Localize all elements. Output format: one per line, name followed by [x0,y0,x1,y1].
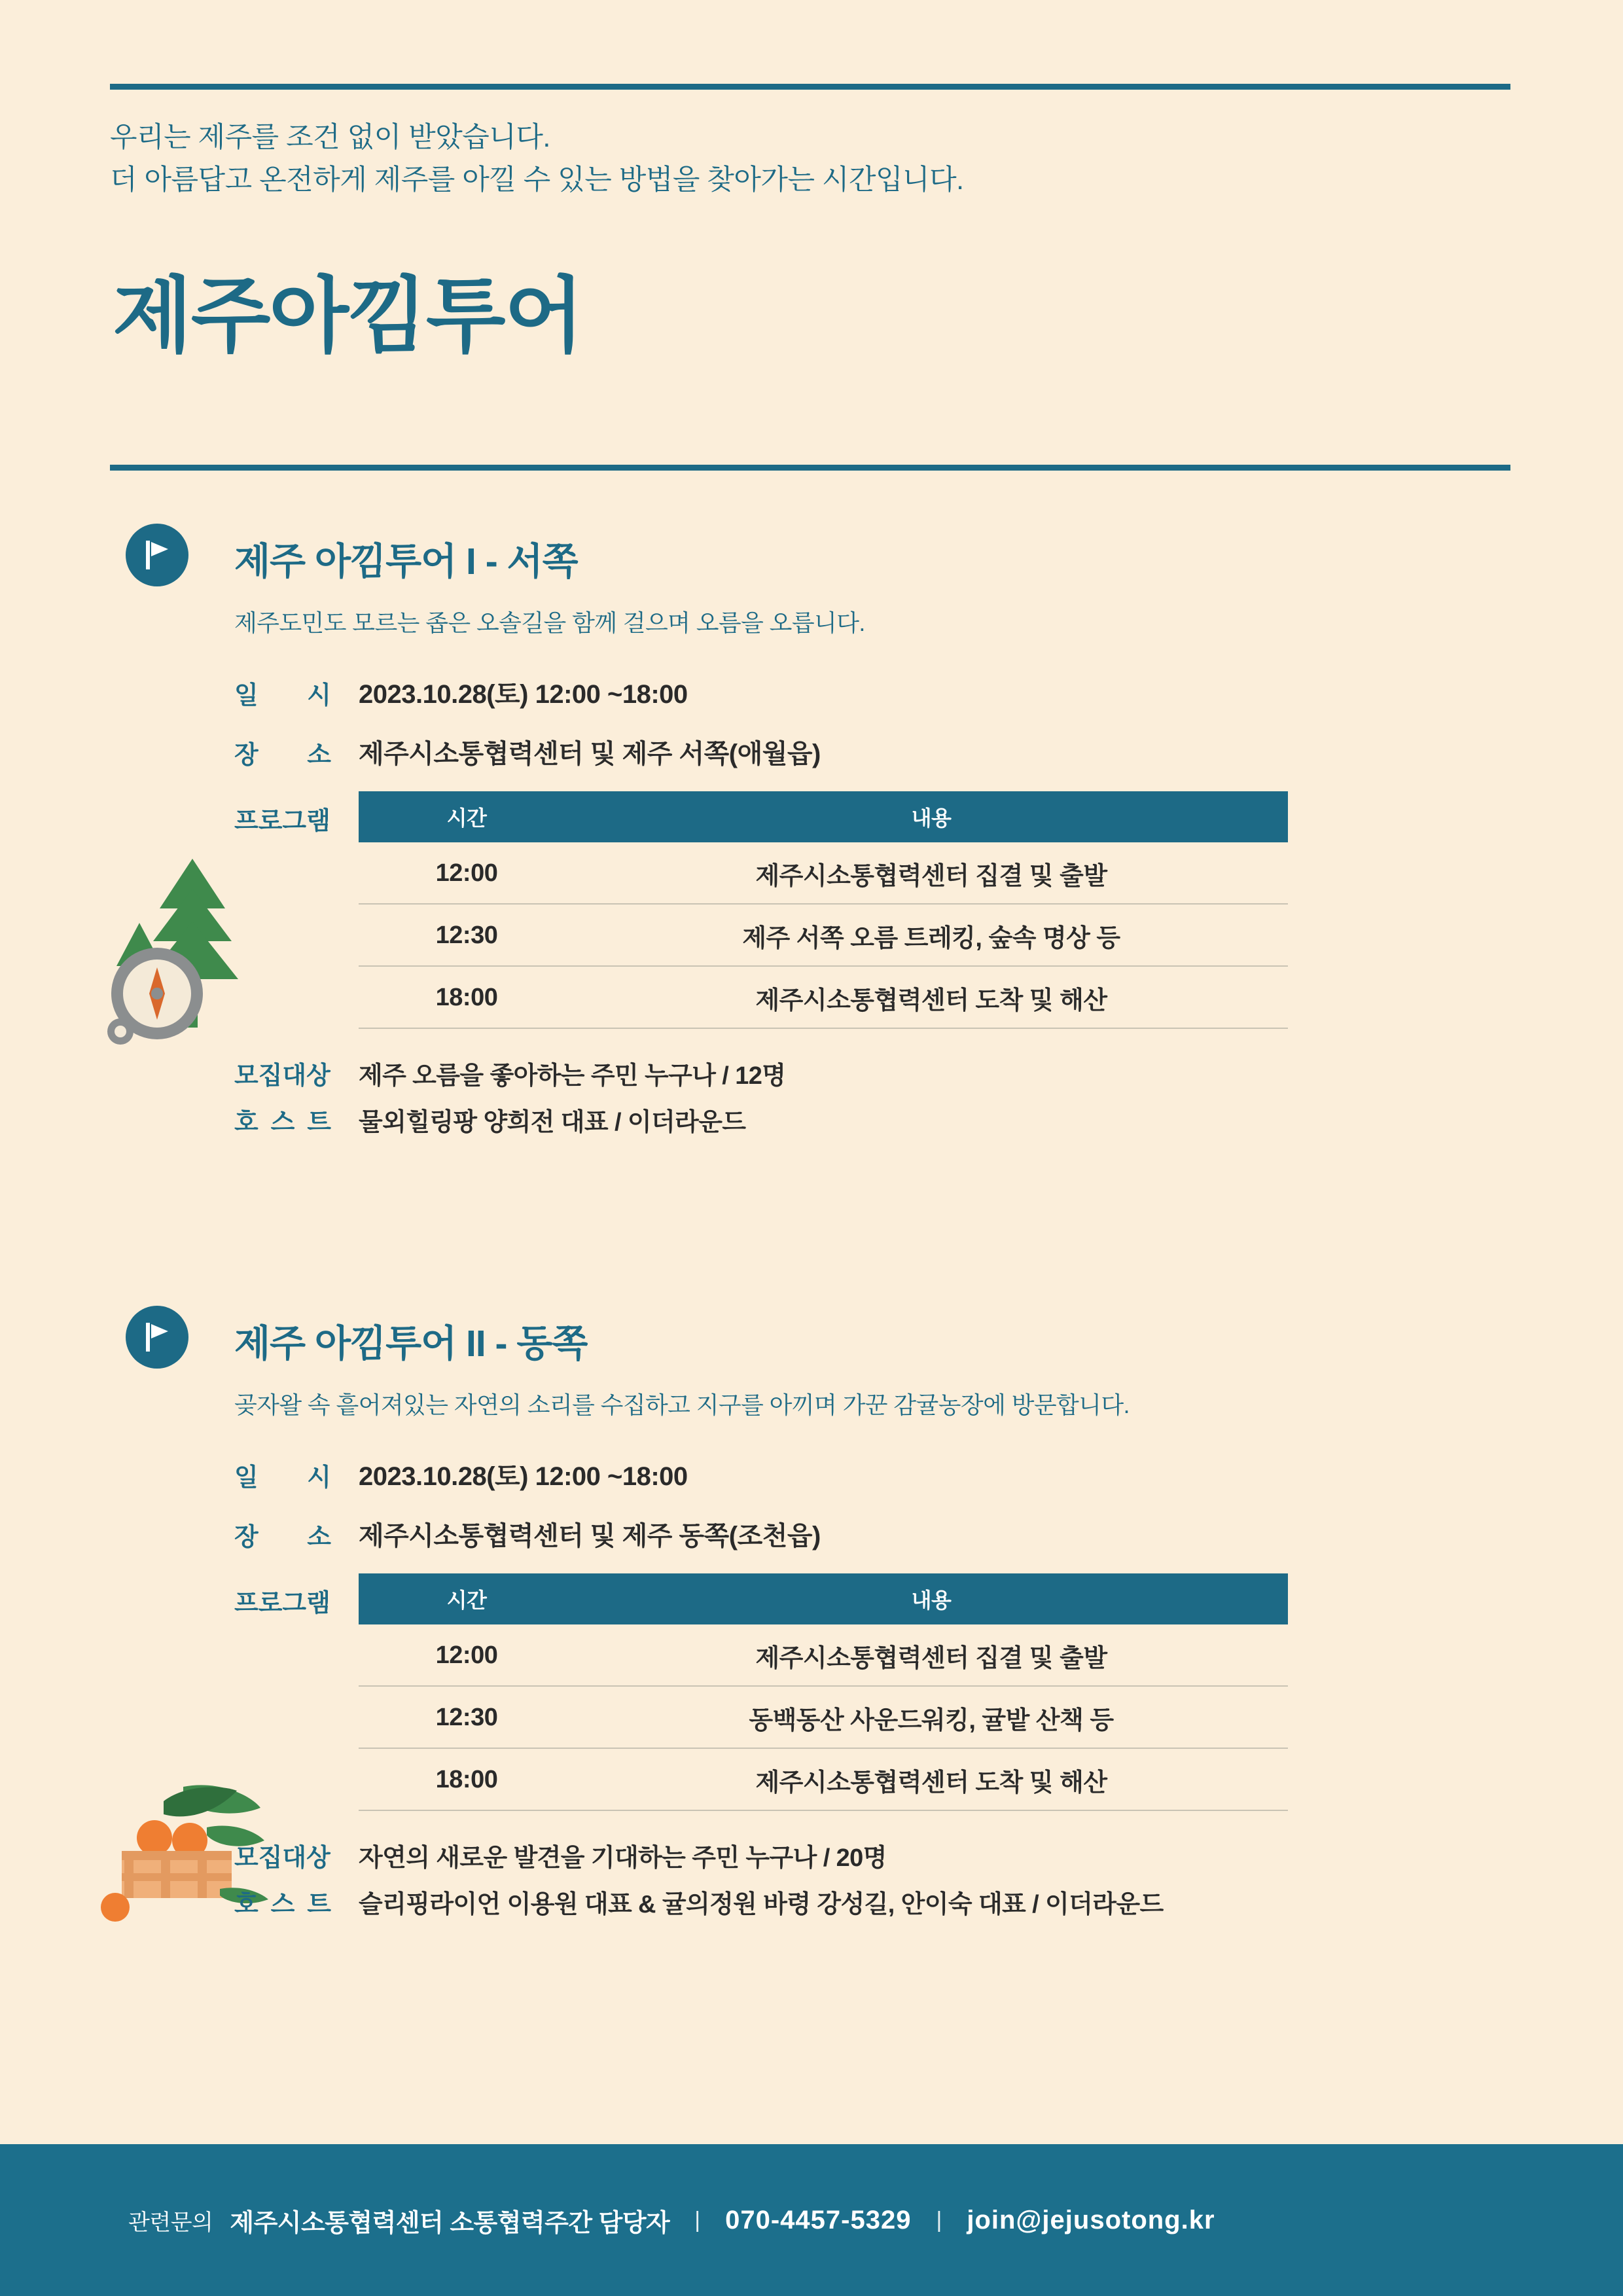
section-header [110,1306,1510,1369]
host-row [234,1884,1510,1920]
target-label: 모집대상 [234,1062,330,1090]
table-row [359,842,1288,904]
target-row [234,1055,1510,1091]
host-label-3: 트 [307,1109,331,1136]
info-label-date-b: 시 [307,1464,331,1492]
cell-time: 18:00 [359,1748,575,1810]
intro-text [110,117,1484,202]
cell-content: 동백동산 사운드워킹, 귤밭 산책 등 [575,1686,1288,1748]
footer-label: 관련문의 [128,2210,213,2235]
host-label-2: 스 [270,1891,295,1918]
info-label-date [234,1454,359,1493]
info-label-place-a: 장 [234,742,259,769]
section-title: 제주 아낌투어 II - 동쪽 [234,1323,588,1365]
host-label-1: 호 [234,1891,259,1918]
section-target [234,1055,1510,1138]
info-label-place [234,1514,359,1552]
info-label-program: 프로그램 [234,808,330,835]
footer-inner [128,2202,1215,2238]
host-row [234,1102,1510,1138]
table-row [359,1624,1288,1686]
section-info [234,1454,1510,1811]
host-label-3: 트 [307,1891,331,1918]
footer-phone[interactable]: 070-4457-5329 [725,2205,912,2234]
program-table [359,791,1288,1029]
tour-section-east [110,1306,1510,1930]
info-label-date-a: 일 [234,682,259,709]
table-header-time: 시간 [359,791,575,842]
cell-content: 제주시소통협력센터 집결 및 출발 [575,842,1288,904]
info-label-place-b: 소 [307,1524,331,1551]
footer-separator-2: | [936,2207,942,2233]
cell-time: 18:00 [359,966,575,1028]
table-header-content: 내용 [575,791,1288,842]
info-value-place: 제주시소통협력센터 및 제주 서쪽(애월읍) [359,740,821,768]
info-label-date-a: 일 [234,1464,259,1492]
footer-separator-1: | [694,2207,701,2233]
host-label-2: 스 [270,1109,295,1136]
section-description: 제주도민도 모르는 좁은 오솔길을 함께 걸으며 오름을 오릅니다. [234,609,865,636]
host-label-1: 호 [234,1109,259,1136]
cell-content: 제주시소통협력센터 집결 및 출발 [575,1624,1288,1686]
cell-content: 제주시소통협력센터 도착 및 해산 [575,966,1288,1028]
info-value-date: 2023.10.28(토) 12:00 ~18:00 [359,1462,688,1491]
footer-department: 제주시소통협력센터 소통협력주간 담당자 [230,2209,670,2237]
target-value: 자연의 새로운 발견을 기대하는 주민 누구나 / 20명 [359,1844,887,1872]
tour-section-west [110,524,1510,1148]
divider-bottom [110,465,1510,471]
cell-content: 제주 서쪽 오름 트레킹, 숲속 명상 등 [575,904,1288,966]
intro-line-2: 더 아름답고 온전하게 제주를 아낄 수 있는 방법을 찾아가는 시간입니다. [110,164,964,196]
info-label-place-a: 장 [234,1524,259,1551]
table-row [359,966,1288,1028]
host-label [234,1102,359,1138]
info-value-date: 2023.10.28(토) 12:00 ~18:00 [359,680,688,709]
info-value-place: 제주시소통협력센터 및 제주 동쪽(조천읍) [359,1522,821,1551]
table-row [359,1686,1288,1748]
footer-email[interactable]: join@jejusotong.kr [967,2205,1215,2234]
target-label: 모집대상 [234,1844,330,1872]
info-row-date [234,1454,1510,1493]
info-row-date [234,672,1510,711]
table-row [359,904,1288,966]
table-header-time: 시간 [359,1573,575,1624]
section-header [110,524,1510,586]
info-row-program [234,1573,1510,1811]
cell-content: 제주시소통협력센터 도착 및 해산 [575,1748,1288,1810]
divider-top [110,84,1510,90]
host-value: 슬리핑라이언 이용원 대표 & 귤의정원 바령 강성길, 안이숙 대표 / 이더라운드 [359,1891,1164,1918]
page-title: 제주아낌투어 [113,270,583,362]
info-label-place-b: 소 [307,742,331,769]
program-table [359,1573,1288,1811]
info-label-date [234,672,359,711]
info-label-date-b: 시 [307,682,331,709]
cell-time: 12:00 [359,842,575,904]
flag-icon [126,1306,188,1369]
info-row-program [234,791,1510,1029]
target-value: 제주 오름을 좋아하는 주민 누구나 / 12명 [359,1062,786,1090]
table-header-content: 내용 [575,1573,1288,1624]
table-row [359,1748,1288,1810]
info-label-place [234,732,359,770]
cell-time: 12:30 [359,904,575,966]
info-label-program: 프로그램 [234,1590,330,1617]
table-header-row [359,791,1288,842]
cell-time: 12:30 [359,1686,575,1748]
section-description: 곶자왈 속 흩어져있는 자연의 소리를 수집하고 지구를 아끼며 가꾼 감귤농장에 방문합니다. [234,1391,1130,1418]
info-row-place [234,1514,1510,1552]
cell-time: 12:00 [359,1624,575,1686]
table-header-row [359,1573,1288,1624]
intro-line-1: 우리는 제주를 조건 없이 받았습니다. [110,122,550,153]
target-row [234,1837,1510,1873]
info-row-place [234,732,1510,770]
footer-contact-bar [0,2144,1623,2296]
host-value: 물외힐링팡 양희전 대표 / 이더라운드 [359,1109,746,1136]
flag-icon [126,524,188,586]
section-info [234,672,1510,1029]
section-title: 제주 아낌투어 I - 서쪽 [234,541,578,583]
host-label [234,1884,359,1920]
section-target [234,1837,1510,1920]
